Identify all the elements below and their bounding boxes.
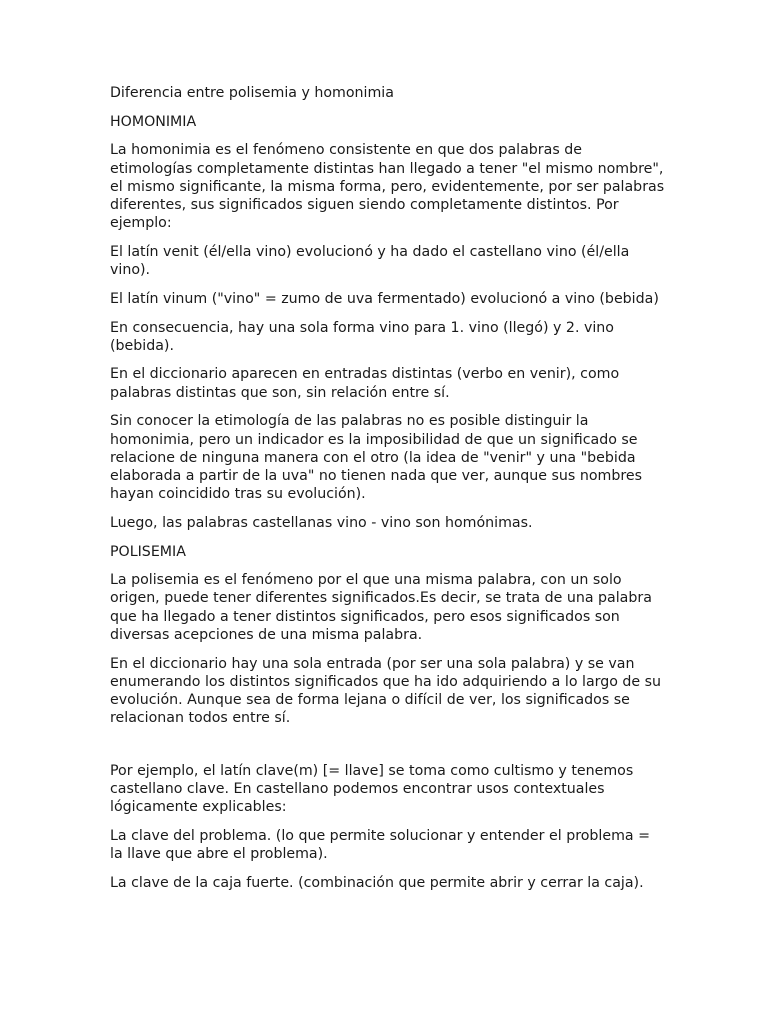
paragraph: La polisemia es el fenómeno por el que una misma palabra, con un solo origen, puede tener diferentes significados.Es decir, se trata de una palabra que ha llegado a tener distintos significados, pero esos significados son diversas acepciones de una misma palabra.	[110, 572, 652, 643]
paragraph: El latín vinum ("vino" = zumo de uva fermentado) evolucionó a vino (bebida)	[110, 290, 659, 307]
blank-line	[110, 738, 666, 762]
paragraph: La clave del problema. (lo que permite solucionar y entender el problema = la llave que abre el problema).	[110, 828, 650, 863]
paragraph: En consecuencia, hay una sola forma vino para 1. vino (llegó) y 2. vino (bebida).	[110, 319, 614, 354]
paragraph: La clave de la caja fuerte. (combinación que permite abrir y cerrar la caja).	[110, 874, 644, 891]
paragraph: La homonimia es el fenómeno consistente en que dos palabras de etimologías completamente distintas han llegado a tener "el mismo nombre", el mismo significante, la misma forma, pero, evidentemente, por ser palabras diferentes, sus significados siguen siendo completamente distintos. Por ejemplo:	[110, 142, 665, 232]
section-heading-polisemia: POLISEMIA	[110, 543, 186, 560]
document-title: Diferencia entre polisemia y homonimia	[110, 85, 394, 101]
paragraph: En el diccionario hay una sola entrada (por ser una sola palabra) y se van enumerando los distintos significados que ha ido adquiriendo a lo largo de su evolución. Aunque sea de forma lejana o difícil de ver, los significados se relacionan todos entre sí.	[110, 655, 662, 727]
section-heading-homonimia: HOMONIMIA	[110, 113, 197, 130]
paragraph: En el diccionario aparecen en entradas distintas (verbo en venir), como palabras distintas que son, sin relación entre sí.	[110, 366, 620, 401]
paragraph: Por ejemplo, el latín clave(m) [= llave] se toma como cultismo y tenemos castellano clave. En castellano podemos encontrar usos contextuales lógicamente explicables:	[110, 762, 634, 816]
document-page	[110, 84, 666, 903]
paragraph: Luego, las palabras castellanas vino - vino son homónimas.	[110, 514, 533, 531]
paragraph: Sin conocer la etimología de las palabras no es posible distinguir la homonimia, pero un indicador es la imposibilidad de que un significado se relacione de ninguna manera con el otro (la idea de "venir" y una "bebida elaborada a partir de la uva" no tienen nada que ver, aunque sus nombres hayan coincidido tras su evolución).	[110, 413, 642, 503]
paragraph: El latín venit (él/ella vino) evolucionó y ha dado el castellano vino (él/ella vino).	[110, 243, 630, 279]
